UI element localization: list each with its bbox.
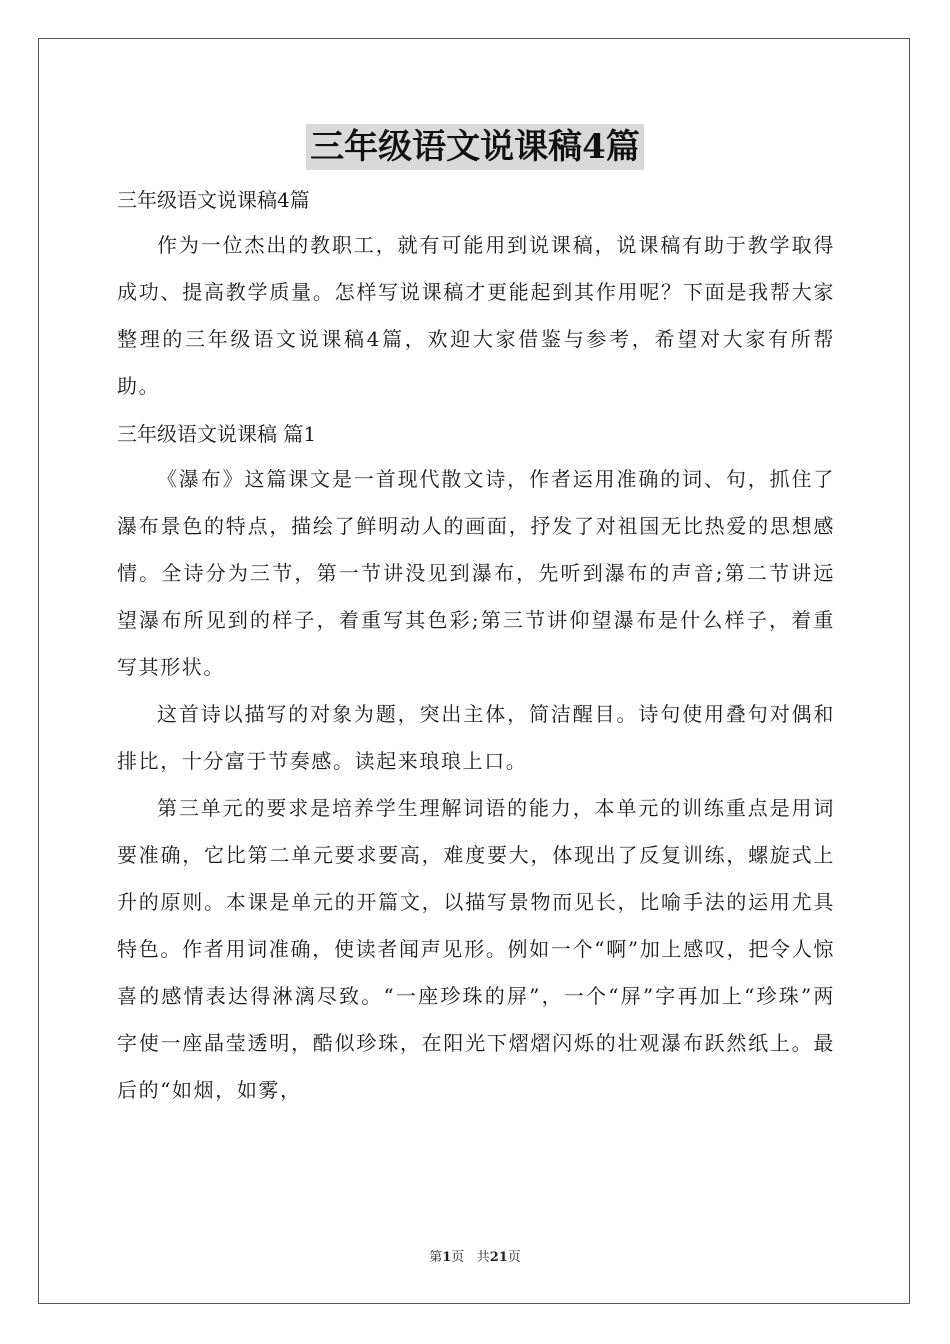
- document-title: 三年级语文说课稿4篇: [306, 124, 644, 170]
- document-subtitle: 三年级语文说课稿4篇: [117, 188, 310, 212]
- footer-prefix: 第: [429, 1250, 443, 1265]
- body-paragraph-2: 这首诗以描写的对象为题，突出主体，简洁醒目。诗句使用叠句对偶和排比，十分富于节奏感。读起来琅琅上口。: [117, 702, 835, 773]
- document-body: [117, 178, 835, 1114]
- section-heading: 三年级语文说课稿 篇1: [117, 422, 317, 446]
- footer-page-suffix: 页: [451, 1250, 465, 1265]
- body-paragraph-1: 《瀑布》这篇课文是一首现代散文诗，作者运用准确的词、句，抓住了瀑布景色的特点，描绘了鲜明动人的画面，抒发了对祖国无比热爱的思想感情。全诗分为三节，第一节讲没见到瀑布，先听到瀑布的声音;第二节讲远望瀑布所见到的样子，着重写其色彩;第三节讲仰望瀑布是什么样子，着重写其形状。: [117, 467, 835, 679]
- footer-total-prefix: 共: [476, 1250, 490, 1265]
- footer-total-pages: 21: [489, 1250, 508, 1265]
- footer-total-suffix: 页: [507, 1250, 521, 1265]
- intro-paragraph: 作为一位杰出的教职工，就有可能用到说课稿，说课稿有助于教学取得成功、提高教学质量。怎样写说课稿才更能起到其作用呢？下面是我帮大家整理的三年级语文说课稿4篇，欢迎大家借鉴与参考，希望对大家有所帮助。: [117, 233, 835, 398]
- title-container: [0, 124, 950, 170]
- body-paragraph-3: 第三单元的要求是培养学生理解词语的能力，本单元的训练重点是用词要准确，它比第二单元要求要高，难度要大，体现出了反复训练，螺旋式上升的原则。本课是单元的开篇文，以描写景物而见长，比喻手法的运用尤具特色。作者用词准确，使读者闻声见形。例如一个“啊”加上感叹，把令人惊喜的感情表达得淋漓尽致。“一座珍珠的屏”，一个“屏”字再加上“珍珠”两字使一座晶莹透明，酷似珍珠，在阳光下熠熠闪烁的壮观瀑布跃然纸上。最后的“如烟，如雾，: [117, 796, 835, 1102]
- page-footer: [0, 1246, 950, 1265]
- footer-page-number: 1: [442, 1250, 452, 1265]
